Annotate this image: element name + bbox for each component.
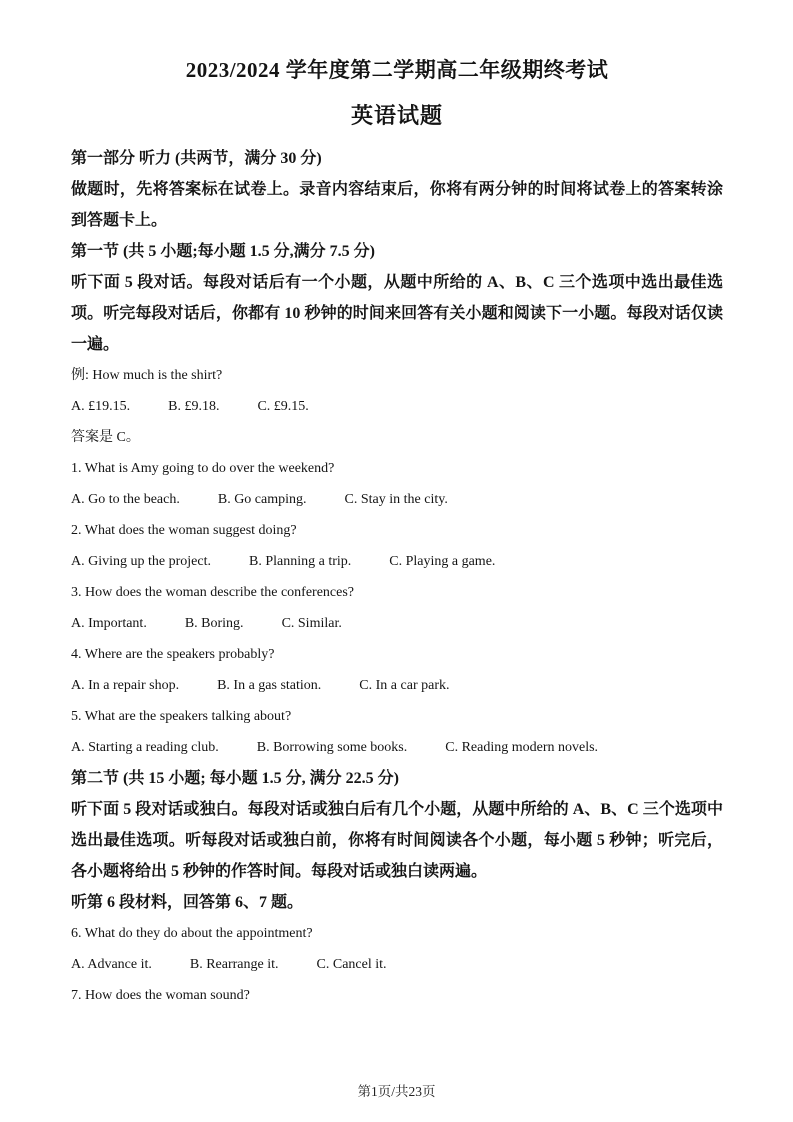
option-item: B. Go camping. — [217, 492, 307, 507]
question-line: 3. How does the woman describe the conferences? — [71, 585, 355, 600]
question-line: 4. Where are the speakers probably? — [71, 647, 275, 662]
option-item: B. In a gas station. — [217, 678, 322, 693]
option-item: A. In a repair shop. — [71, 678, 180, 693]
exam-title: 2023/2024 学年度第二学期高二年级期终考试 — [185, 58, 609, 82]
question-line: 1. What is Amy going to do over the weekend? — [71, 461, 335, 476]
options-line — [71, 391, 723, 422]
option-item: B. Rearrange it. — [189, 957, 279, 972]
option-item: B. £9.18. — [168, 399, 220, 414]
option-item: C. £9.15. — [257, 399, 309, 414]
option-item: C. Stay in the city. — [344, 492, 448, 507]
options-line — [71, 546, 723, 577]
option-item: B. Borrowing some books. — [256, 740, 408, 755]
question-line: 5. What are the speakers talking about? — [71, 709, 292, 724]
exam-subject-title: 英语试题 — [350, 103, 443, 128]
option-item: C. Similar. — [281, 616, 342, 631]
instruction-line: 第二节 (共 15 小题; 每小题 1.5 分, 满分 22.5 分) — [71, 770, 399, 787]
options-line — [71, 608, 723, 639]
instruction-line: 做题时，先将答案标在试卷上。录音内容结束后，你将有两分钟的时间将试卷上的答案转涂到答题卡上。 — [71, 181, 723, 229]
option-item: A. Giving up the project. — [71, 554, 211, 569]
option-item: A. Go to the beach. — [71, 492, 180, 507]
options-line — [71, 670, 723, 701]
document-body — [71, 143, 723, 1011]
instruction-line: 听下面 5 段对话或独白。每段对话或独白后有几个小题，从题中所给的 A、B、C 三个选项中选出最佳选项。听每段对话或独白前，你将有时间阅读各个小题，每小题 5 秒钟；听完后，各小题将给出 5 秒钟的作答时间。每段对话或独白读两遍。 — [71, 801, 723, 880]
instruction-line: 第一部分 听力 (共两节，满分 30 分) — [71, 150, 322, 167]
options-line — [71, 949, 723, 980]
page-number-footer: 第1页/共23页 — [357, 1084, 436, 1099]
option-item: C. Reading modern novels. — [445, 740, 599, 755]
page-content — [71, 54, 723, 1011]
question-line: 例: How much is the shirt? — [71, 368, 223, 383]
question-line: 答案是 C。 — [71, 430, 140, 445]
option-item: A. Advance it. — [71, 957, 152, 972]
instruction-line: 听第 6 段材料，回答第 6、7 题。 — [71, 894, 304, 911]
option-item: A. £19.15. — [71, 399, 131, 414]
option-item: B. Boring. — [184, 616, 244, 631]
instruction-line: 听下面 5 段对话。每段对话后有一个小题，从题中所给的 A、B、C 三个选项中选出最佳选项。听完每段对话后，你都有 10 秒钟的时间来回答有关小题和阅读下一小题。每段对话仅读一遍。 — [71, 274, 723, 353]
question-line: 6. What do they do about the appointment? — [71, 926, 313, 941]
options-line — [71, 732, 723, 763]
options-line — [71, 484, 723, 515]
question-line: 7. How does the woman sound? — [71, 988, 250, 1003]
option-item: A. Starting a reading club. — [71, 740, 219, 755]
instruction-line: 第一节 (共 5 小题;每小题 1.5 分,满分 7.5 分) — [71, 243, 375, 260]
option-item: C. In a car park. — [359, 678, 450, 693]
option-item: B. Planning a trip. — [248, 554, 352, 569]
question-line: 2. What does the woman suggest doing? — [71, 523, 297, 538]
option-item: A. Important. — [71, 616, 147, 631]
option-item: C. Cancel it. — [316, 957, 387, 972]
option-item: C. Playing a game. — [389, 554, 496, 569]
